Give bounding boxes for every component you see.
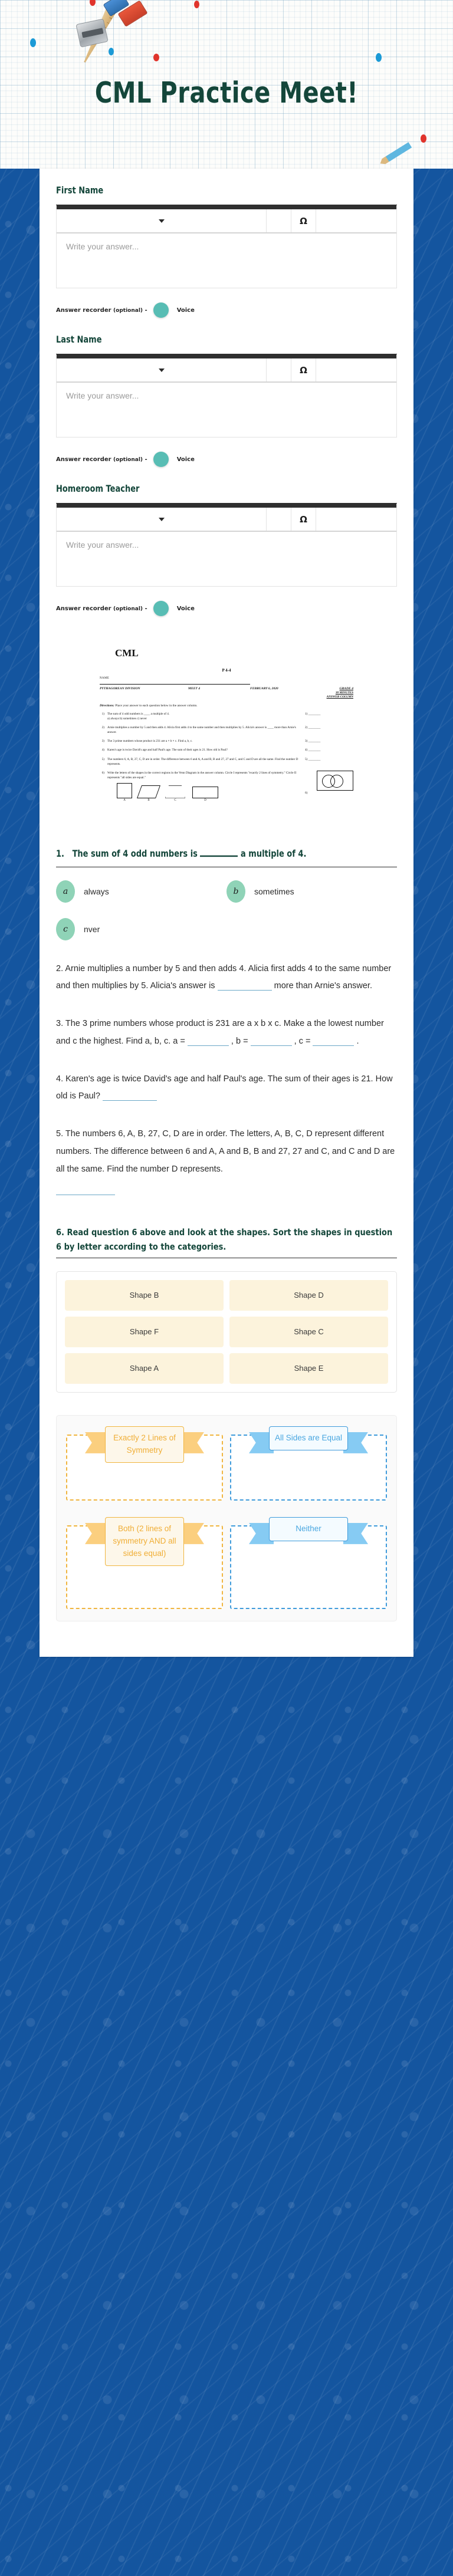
question-1-text: 1. The sum of 4 odd numbers is a multiple of 4.	[56, 848, 307, 860]
zone-ribbon	[105, 1426, 184, 1463]
question-4-text: 4. Karen's age is twice David's age and half Paul's age. The sum of their ages is 21. How old is Paul?	[56, 1074, 393, 1101]
confetti-dot	[421, 134, 426, 143]
insert-symbol-button[interactable]	[291, 358, 316, 381]
worksheet-q-answer: 4) ________	[305, 748, 321, 752]
tile-shape-a[interactable]: Shape A	[65, 1353, 224, 1384]
chevron-down-icon	[159, 369, 165, 372]
worksheet-question	[100, 712, 353, 721]
answer-input-first-name[interactable]: Write your answer...	[66, 242, 139, 251]
worksheet-answer-column: ANSWER COLUMN	[326, 695, 353, 699]
drop-zones-grid	[66, 1426, 387, 1609]
worksheet-meet: MEET 4	[188, 686, 201, 690]
worksheet-q-answer: 6)	[305, 771, 353, 798]
worksheet-question-list	[100, 712, 353, 802]
worksheet-directions: Directions: Place your answer to each question below in the answer column.	[100, 703, 198, 708]
field-first-name	[56, 169, 397, 318]
chevron-down-icon	[159, 219, 165, 223]
worksheet-image	[56, 616, 397, 826]
worksheet-minutes: 30 MINUTES	[335, 691, 353, 695]
insert-symbol-button[interactable]	[291, 209, 316, 232]
insert-symbol-button[interactable]	[291, 508, 316, 531]
worksheet-q-num: 4)	[101, 748, 104, 752]
recorder-label: Answer recorder (optional) -	[56, 605, 147, 612]
worksheet-q-num: 5)	[101, 757, 104, 761]
toolbar-spacer	[267, 358, 291, 381]
confetti-dot	[376, 53, 382, 62]
zone-label: Both (2 lines of symmetry AND all sides equal)	[105, 1517, 184, 1566]
toolbar-spacer	[267, 508, 291, 531]
worksheet-q-num: 2)	[101, 726, 104, 730]
question-5	[56, 1106, 397, 1202]
zone-label: All Sides are Equal	[269, 1426, 348, 1450]
confetti-dot	[153, 54, 159, 61]
worksheet-q-answer: 5) ________	[305, 757, 321, 761]
worksheet-q-answer: 2) ________	[305, 726, 321, 730]
omega-icon: Ω	[300, 364, 307, 376]
cml-logo: CML	[115, 647, 139, 659]
confetti-dot	[194, 1, 199, 8]
field-label-homeroom-teacher: Homeroom Teacher	[56, 484, 140, 495]
voice-label: Voice	[176, 605, 195, 612]
question-1	[56, 826, 397, 940]
zone-ribbon	[269, 1426, 348, 1450]
question-6-heading: 6. Read question 6 above and look at the shapes. Sort the shapes in question 6 by letter according to the categories.	[56, 1228, 393, 1253]
question-3-period: .	[356, 1036, 359, 1046]
pencil-icon	[379, 142, 412, 166]
sortable-tiles-panel	[56, 1271, 397, 1393]
choice-c[interactable]	[56, 918, 226, 940]
editor-toolbar	[57, 205, 396, 232]
answer-input-last-name[interactable]: Write your answer...	[66, 391, 139, 400]
voice-record-button[interactable]	[153, 601, 169, 616]
shape-c: C	[165, 785, 185, 798]
confetti-dot	[90, 0, 96, 6]
question-2-text: 2. Arnie multiplies a number by 5 and then adds 4. Alicia first adds 4 to the same number and then multiplies by 5. Alicia's answer is	[56, 963, 392, 991]
editor-toolbar	[57, 354, 396, 381]
answer-blank-q2[interactable]	[218, 990, 272, 991]
chevron-down-icon	[159, 518, 165, 521]
pencil-sharpener-icon	[76, 18, 108, 47]
choice-label: nver	[84, 924, 100, 934]
worksheet-question	[100, 757, 353, 766]
worksheet-q-text: The numbers 6, A, B, 27, C, D are in order. The difference between 6 and A, A and B, B and 27, 27 and C, and C and D are all the same. Find the number D represents.	[107, 757, 298, 766]
zone-ribbon	[105, 1517, 184, 1566]
answer-blank-q3-c[interactable]	[313, 1045, 354, 1046]
choice-badge: b	[226, 880, 245, 903]
choice-badge: a	[56, 880, 75, 903]
tile-shape-c[interactable]: Shape C	[229, 1317, 388, 1347]
sortable-tiles-grid	[65, 1280, 388, 1384]
worksheet-question	[100, 748, 353, 752]
worksheet-q-text: The 3 prime numbers whose product is 231 are a × b × c. Find a, b, c.	[107, 739, 193, 743]
question-5-text: 5. The numbers 6, A, B, 27, C, D are in order. The letters, A, B, C, D represent different numbers. The difference between 6 and A, A and B, B and 27, 27 and C, and C and D are all the same. Find the number D represents.	[56, 1129, 395, 1174]
venn-diagram	[317, 771, 353, 791]
recorder-label: Answer recorder (optional) -	[56, 456, 147, 463]
voice-record-button[interactable]	[153, 452, 169, 467]
tile-shape-e[interactable]: Shape E	[229, 1353, 388, 1384]
font-select-homeroom-teacher[interactable]	[57, 508, 267, 531]
question-3-text: 3. The 3 prime numbers whose product is 231 are a x b x c. Make a the lowest number and c the highest. Find a, b, c. a =	[56, 1019, 384, 1046]
worksheet-q-text: The sum of 4 odd numbers is ____ a multiple of 4. a) always b) sometimes c) never	[107, 712, 170, 721]
editor-toolbar	[57, 504, 396, 531]
rich-text-editor-homeroom-teacher[interactable]	[56, 504, 397, 587]
card-bottom-spacer	[56, 1621, 397, 1641]
choice-b[interactable]	[226, 880, 397, 903]
field-label-first-name: First Name	[56, 186, 104, 196]
hero-banner	[0, 0, 453, 169]
shape-a: A	[117, 783, 132, 798]
shape-b: B	[139, 785, 158, 798]
tile-shape-d[interactable]: Shape D	[229, 1280, 388, 1311]
inline-blank	[200, 856, 238, 857]
worksheet-page-code: P 4-4	[222, 668, 231, 673]
zone-ribbon	[269, 1517, 348, 1541]
question-4	[56, 1051, 397, 1106]
confetti-dot	[109, 48, 114, 55]
question-2-tail: more than Arnie's answer.	[274, 981, 372, 991]
drop-zone-all-sides-equal[interactable]	[230, 1426, 387, 1501]
zone-label: Exactly 2 Lines of Symmetry	[105, 1426, 184, 1463]
worksheet-division: PYTHAGOREAN DIVISION	[100, 686, 140, 690]
worksheet-q-answer: 1) ________	[305, 712, 321, 716]
worksheet-question	[100, 771, 353, 802]
worksheet-question	[100, 725, 353, 735]
worksheet-question	[100, 739, 353, 743]
field-label-last-name: Last Name	[56, 335, 102, 346]
answer-input-homeroom-teacher[interactable]: Write your answer...	[66, 540, 139, 550]
worksheet-date: FEBRUARY 6, 2020	[250, 686, 278, 690]
worksheet-name-label: NAME	[100, 676, 109, 680]
confetti-dot	[30, 38, 36, 47]
drop-zones-panel	[56, 1415, 397, 1621]
worksheet-name-line	[100, 681, 250, 685]
drop-zone-neither[interactable]	[230, 1517, 387, 1609]
font-select-first-name[interactable]	[57, 209, 267, 232]
answer-blank-q3-a[interactable]	[188, 1045, 229, 1046]
drop-zone-exactly-2-lines[interactable]	[66, 1426, 223, 1501]
tile-shape-b[interactable]: Shape B	[65, 1280, 224, 1311]
answer-recorder-last-name	[56, 437, 397, 467]
question-6	[56, 1202, 397, 1621]
field-last-name	[56, 318, 397, 467]
omega-icon: Ω	[300, 215, 307, 226]
voice-record-button[interactable]	[153, 302, 169, 318]
answer-blank-q4[interactable]	[103, 1100, 157, 1101]
answer-recorder-first-name	[56, 288, 397, 318]
worksheet-q-text: Arnie multiplies a number by 5 and then adds 4. Alicia first adds 4 to the same number and then multiplies by 5. Alicia's answer is ____ more than Arnie's answer.	[107, 726, 296, 735]
question-3-sep-b: , b =	[231, 1036, 248, 1046]
choice-badge: c	[56, 918, 75, 940]
question-3-sep-c: , c =	[294, 1036, 311, 1046]
zone-label: Neither	[269, 1517, 348, 1541]
form-card	[40, 169, 413, 1657]
answer-recorder-homeroom-teacher	[56, 587, 397, 616]
choice-a[interactable]	[56, 880, 226, 903]
worksheet-q-text: Karen's age is twice David's age and half Paul's age. The sum of their ages is 21. How old is Paul?	[107, 748, 228, 752]
drop-zone-both[interactable]	[66, 1517, 223, 1609]
worksheet-q-num: 6)	[101, 771, 104, 775]
worksheet-q-num: 1)	[101, 712, 104, 716]
rich-text-editor-last-name[interactable]	[56, 354, 397, 437]
worksheet-q-text: Write the letters of the shapes in the correct regions in the Venn Diagram in the answer column. Circle I represents "exactly 2 lines of symmetry." Circle II represents "all sides are equal." A B C D	[107, 771, 305, 798]
rich-text-editor-first-name[interactable]	[56, 205, 397, 288]
page-title: CML Practice Meet!	[94, 76, 359, 110]
question-2	[56, 940, 397, 995]
venn-circle-ii	[330, 775, 343, 788]
shape-d: D	[192, 787, 218, 798]
page-bottom-spacer	[0, 1657, 453, 1692]
question-3	[56, 995, 397, 1050]
toolbar-rest	[316, 508, 396, 531]
choice-label: sometimes	[254, 886, 294, 896]
worksheet-grade: GRADE 4	[339, 686, 353, 690]
voice-label: Voice	[176, 456, 195, 463]
tile-shape-f[interactable]: Shape F	[65, 1317, 224, 1347]
choice-label: always	[84, 886, 109, 896]
omega-icon: Ω	[300, 514, 307, 525]
field-homeroom-teacher	[56, 467, 397, 616]
toolbar-rest	[316, 358, 396, 381]
worksheet-q-num: 3)	[101, 739, 104, 743]
toolbar-spacer	[267, 209, 291, 232]
worksheet-q-answer: 3) ________	[305, 739, 321, 743]
question-1-choices	[56, 867, 397, 940]
voice-label: Voice	[176, 307, 195, 314]
font-select-last-name[interactable]	[57, 358, 267, 381]
recorder-label: Answer recorder (optional) -	[56, 307, 147, 314]
toolbar-rest	[316, 209, 396, 232]
answer-blank-q3-b[interactable]	[251, 1045, 292, 1046]
worksheet-meta-row	[100, 686, 353, 692]
